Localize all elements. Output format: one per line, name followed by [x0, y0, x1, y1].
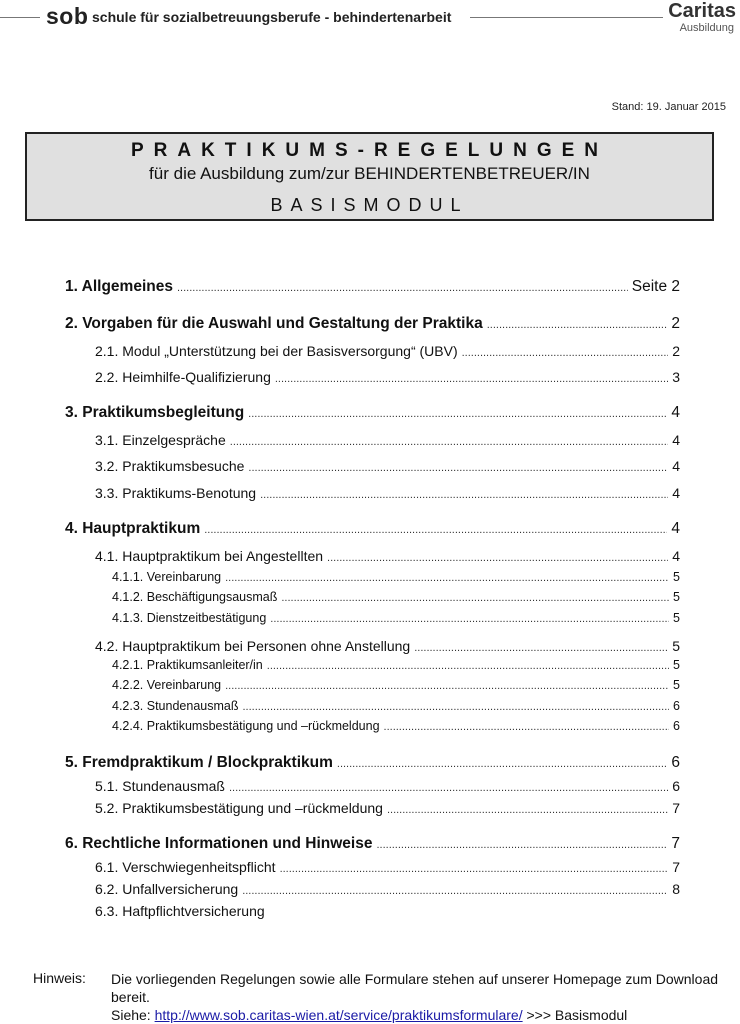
toc-entry-label: 4.2. Hauptpraktikum bei Personen ohne Anstellung	[95, 638, 411, 654]
toc-entry-label: 3.3. Praktikums-Benotung	[95, 485, 257, 501]
toc-entry-page: Seite 2	[631, 278, 680, 295]
toc-entry[interactable]	[65, 278, 680, 296]
toc-entry[interactable]	[112, 719, 680, 733]
toc-entry-label: 4.2.2. Vereinbarung	[112, 678, 222, 692]
toc-leader-dots	[248, 404, 667, 422]
toc-entry-page: 4	[672, 432, 680, 448]
toc-entry-page: 2	[672, 343, 680, 359]
toc-leader-dots	[225, 570, 669, 584]
toc-leader-dots	[387, 800, 668, 816]
toc-entry[interactable]	[95, 800, 680, 816]
toc-entry[interactable]	[112, 611, 680, 625]
toc-entry[interactable]	[112, 570, 680, 584]
toc-leader-dots	[376, 835, 667, 853]
note-body: Die vorliegenden Regelungen sowie alle Formulare stehen auf unserer Homepage zum Download bereit.	[111, 971, 719, 1005]
toc-entry[interactable]	[95, 881, 680, 897]
toc-leader-dots	[204, 520, 667, 538]
toc-entry-page: 7	[672, 859, 680, 875]
note-text	[111, 970, 721, 1024]
toc-entry-page: 5	[673, 590, 680, 604]
toc-entry[interactable]	[112, 590, 680, 604]
toc-entry-page: 4	[672, 458, 680, 474]
caritas-subtitle: Ausbildung	[679, 22, 734, 34]
toc-entry-page: 6	[671, 754, 680, 771]
toc-entry-label: 4.2.3. Stundenausmaß	[112, 699, 239, 713]
toc-entry-page: 7	[671, 835, 680, 852]
toc-entry-label: 5. Fremdpraktikum / Blockpraktikum	[65, 754, 333, 771]
stand-date: Stand: 19. Januar 2015	[611, 101, 726, 113]
toc-entry-label: 3.1. Einzelgespräche	[95, 432, 226, 448]
toc-entry-page: 6	[673, 699, 680, 713]
toc-entry[interactable]	[95, 458, 680, 474]
toc-entry-page: 6	[673, 719, 680, 733]
toc-leader-dots	[462, 343, 669, 359]
title-box	[25, 132, 714, 221]
toc-entry[interactable]	[65, 520, 680, 538]
toc-entry[interactable]	[65, 315, 680, 333]
toc-entry[interactable]	[95, 343, 680, 359]
toc-entry-label: 4.2.1. Praktikumsanleiter/in	[112, 658, 263, 672]
caritas-logo	[668, 0, 736, 34]
toc-entry[interactable]	[65, 754, 680, 772]
toc-entry[interactable]	[95, 638, 680, 654]
toc-leader-dots	[487, 315, 668, 333]
toc-entry-page: 5	[673, 658, 680, 672]
school-name: schule für sozialbetreuungsberufe - behindertenarbeit	[92, 9, 452, 25]
toc-entry-page: 4	[672, 548, 680, 564]
toc-entry-page: 4	[671, 404, 680, 421]
formulare-link[interactable]: http://www.sob.caritas-wien.at/service/praktikumsformulare/	[154, 1007, 523, 1023]
toc-entry[interactable]	[65, 835, 680, 853]
toc-leader-dots	[230, 432, 668, 448]
toc-leader-dots	[267, 658, 669, 672]
toc-entry[interactable]	[112, 658, 680, 672]
toc-leader-dots	[384, 719, 670, 733]
toc-entry[interactable]	[95, 369, 680, 385]
toc-entry-label: 2.1. Modul „Unterstützung bei der Basisversorgung“ (UBV)	[95, 343, 458, 359]
title-main: PRAKTIKUMS-REGELUNGEN	[130, 140, 609, 161]
toc-entry[interactable]	[65, 404, 680, 422]
toc-entry-page: 4	[671, 520, 680, 537]
toc-entry-label: 6.2. Unfallversicherung	[95, 881, 239, 897]
toc-entry[interactable]	[95, 778, 680, 794]
toc-leader-dots	[242, 881, 668, 897]
toc-entry-page: 5	[673, 570, 680, 584]
note-label: Hinweis:	[33, 970, 86, 986]
toc-leader-dots	[225, 678, 669, 692]
toc-entry-label: 3. Praktikumsbegleitung	[65, 404, 245, 421]
toc-entry-page: 3	[672, 369, 680, 385]
header-rule-left	[0, 17, 40, 18]
toc-entry-page: 4	[672, 485, 680, 501]
toc-entry-label: 4.1. Hauptpraktikum bei Angestellten	[95, 548, 324, 564]
toc-entry-page: 5	[673, 678, 680, 692]
toc-entry-label: 4. Hauptpraktikum	[65, 520, 201, 537]
toc-leader-dots	[281, 590, 669, 604]
toc-leader-dots	[229, 778, 668, 794]
sob-logo: sob	[46, 3, 89, 29]
toc-entry-label: 4.1.1. Vereinbarung	[112, 570, 222, 584]
note-see: Siehe:	[111, 1007, 155, 1023]
note-suffix: >>> Basismodul	[522, 1007, 628, 1023]
toc-entry-label: 5.2. Praktikumsbestätigung und –rückmeldung	[95, 800, 383, 816]
toc-entry-page: 5	[672, 638, 680, 654]
toc-leader-dots	[248, 458, 668, 474]
toc-leader-dots	[275, 369, 668, 385]
toc-entry-label: 6.1. Verschwiegenheitspflicht	[95, 859, 276, 875]
toc-leader-dots	[177, 278, 628, 296]
toc-entry-page: 5	[673, 611, 680, 625]
toc-entry[interactable]	[112, 699, 680, 713]
toc-entry-label: 4.2.4. Praktikumsbestätigung und –rückmeldung	[112, 719, 380, 733]
toc-leader-dots	[337, 754, 667, 772]
toc-entry-page: 2	[671, 315, 680, 332]
toc-entry[interactable]	[95, 859, 680, 875]
toc-entry-label: 5.1. Stundenausmaß	[95, 778, 225, 794]
toc-entry[interactable]	[95, 432, 680, 448]
toc-entry[interactable]	[112, 678, 680, 692]
toc-entry-page: 6	[672, 778, 680, 794]
toc-entry-label: 2.2. Heimhilfe-Qualifizierung	[95, 369, 271, 385]
toc-entry-page: 8	[672, 881, 680, 897]
toc-leader-dots	[270, 611, 669, 625]
toc-entry[interactable]	[95, 548, 680, 564]
header-rule-right	[470, 17, 663, 18]
toc-entry-label: 4.1.3. Dienstzeitbestätigung	[112, 611, 267, 625]
toc-entry[interactable]	[95, 485, 680, 501]
title-subtitle: für die Ausbildung zum/zur BEHINDERTENBETREUER/IN	[149, 164, 590, 183]
caritas-brand: Caritas	[668, 0, 736, 22]
toc-entry-label: 1. Allgemeines	[65, 278, 173, 295]
title-module: BASISMODUL	[270, 195, 469, 215]
toc-entry-label: 3.2. Praktikumsbesuche	[95, 458, 245, 474]
toc-leader-dots	[327, 548, 668, 564]
toc-leader-dots	[242, 699, 669, 713]
toc-leader-dots	[414, 638, 668, 654]
toc-entry-label: 4.1.2. Beschäftigungsausmaß	[112, 590, 278, 604]
toc-entry-label: 6.3. Haftpflichtversicherung	[95, 903, 265, 919]
toc-leader-dots	[280, 859, 669, 875]
toc-entry-page: 7	[672, 800, 680, 816]
toc-entry-label: 6. Rechtliche Informationen und Hinweise	[65, 835, 373, 852]
toc-leader-dots	[260, 485, 668, 501]
toc-entry-label: 2. Vorgaben für die Auswahl und Gestaltung der Praktika	[65, 315, 483, 332]
toc-entry[interactable]	[95, 903, 680, 919]
